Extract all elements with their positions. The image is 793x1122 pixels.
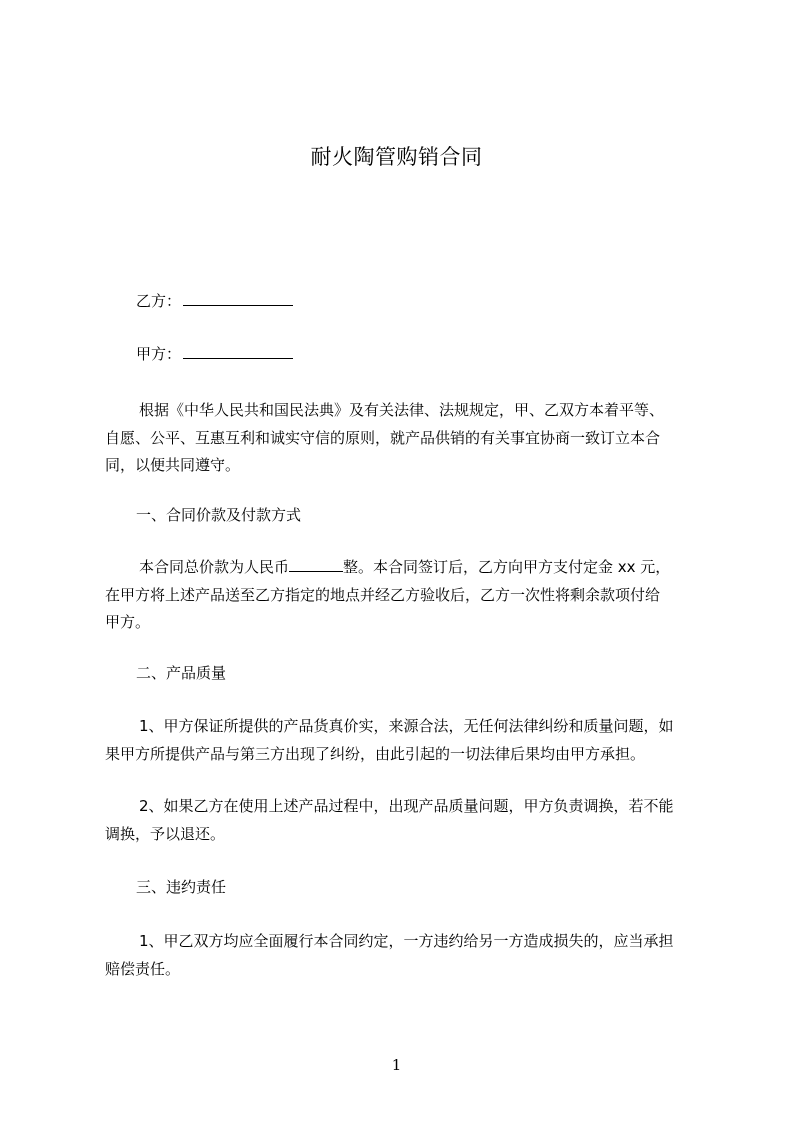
- section3-item1: [105, 928, 715, 983]
- section2-item2: [105, 793, 715, 848]
- intro-line: 同，以便共同遵守。: [105, 456, 241, 474]
- deposit-text: 整。本合同签订后，乙方向甲方支付定金 xx 元，: [343, 558, 671, 576]
- intro-paragraph: [105, 397, 715, 480]
- party-b-label: 乙方：: [136, 292, 182, 310]
- section1-line: 甲方。: [105, 613, 151, 631]
- party-a-label: 甲方：: [136, 345, 182, 363]
- section2-item1-line: 1、甲方保证所提供的产品货真价实，来源合法，无任何法律纠纷和质量问题，如: [139, 717, 674, 735]
- party-b-blank-line: [183, 291, 293, 306]
- party-a-blank-line: [183, 344, 293, 359]
- section2-item1-line: 果甲方所提供产品与第三方出现了纠纷，由此引起的一切法律后果均由甲方承担。: [105, 744, 646, 763]
- section1-heading: 一、合同价款及付款方式: [136, 506, 302, 524]
- section1-line: [105, 554, 715, 582]
- section2-heading: 二、产品质量: [136, 664, 227, 682]
- section3-item1-line: 1、甲乙双方均应全面履行本合同约定，一方违约给另一方造成损失的，应当承担: [139, 932, 674, 950]
- page-number: 1: [391, 1056, 402, 1074]
- section3-heading: 三、违约责任: [136, 878, 227, 896]
- intro-line: 根据《中华人民共和国民法典》及有关法律、法规规定，甲、乙双方本着平等、: [139, 401, 665, 419]
- section1-paragraph: [105, 554, 715, 637]
- intro-line: 自愿、公平、互惠互利和诚实守信的原则，就产品供销的有关事宜协商一致订立本合: [105, 428, 661, 447]
- price-blank-line: [289, 557, 343, 572]
- section1-line: 在甲方将上述产品送至乙方指定的地点并经乙方验收后，乙方一次性将剩余款项付给: [105, 585, 661, 604]
- party-b-field: [136, 290, 293, 312]
- section2-item2-line: 2、如果乙方在使用上述产品过程中，出现产品质量问题，甲方负责调换，若不能: [139, 797, 674, 815]
- section2-item2-line: 调换，予以退还。: [105, 824, 226, 843]
- party-a-field: [136, 343, 293, 365]
- document-title: 耐火陶管购销合同: [310, 145, 483, 169]
- price-text: 本合同总价款为人民币: [139, 558, 290, 576]
- section3-item1-line: 赔偿责任。: [105, 959, 181, 978]
- section2-item1: [105, 713, 715, 768]
